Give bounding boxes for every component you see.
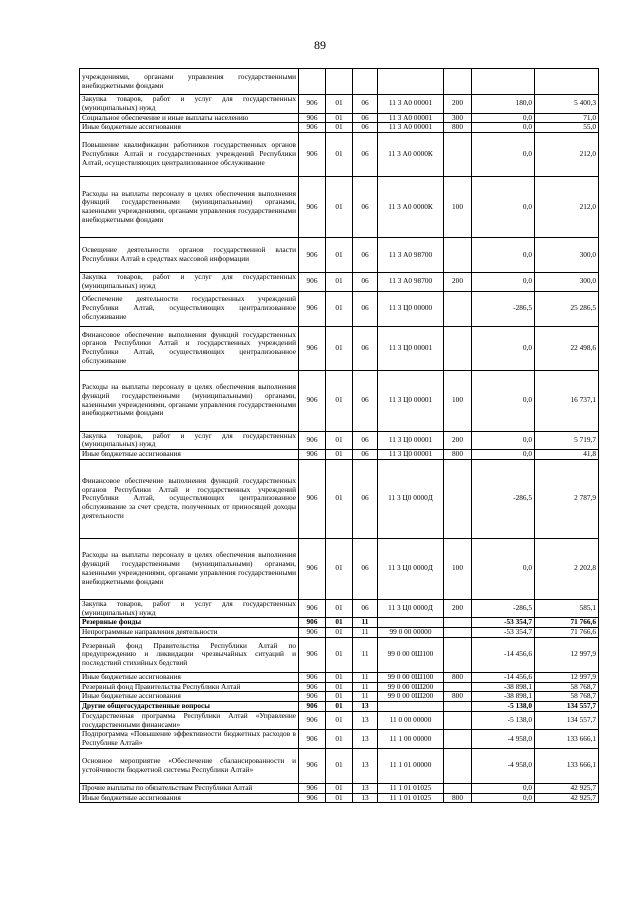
table-cell-admin-code: 906	[299, 273, 326, 292]
table-cell-admin-code: 906	[299, 672, 326, 682]
table-cell-description: Резервные фонды	[80, 618, 299, 628]
table-cell-total-amount: 133 666,1	[535, 730, 599, 749]
table-cell-total-amount: 22 498,6	[535, 326, 599, 370]
table-cell-description: Иные бюджетные ассигнования	[80, 450, 299, 460]
table-cell-description: Расходы на выплаты персоналу в целях обеспечения выполнения функций государственными (муниципальными) органами, казенными учреждениями, органами управления государственными внебюджетными фондами	[80, 538, 299, 599]
table-cell-expense-type	[444, 711, 472, 730]
table-cell-target-article: 99 0 00 0Ш200	[378, 692, 444, 702]
table-cell-description: Резервный фонд Правительства Республики Алтай	[80, 682, 299, 692]
table-cell-subsection: 13	[353, 748, 378, 783]
table-cell-subsection: 06	[353, 291, 378, 326]
table-cell-total-amount: 5 719,7	[535, 431, 599, 450]
table-cell-section: 01	[326, 326, 353, 370]
table-cell-change-amount: 180,0	[472, 95, 535, 114]
table-cell-description: Освещение деятельности органов государственной власти Республики Алтай в средствах массовой информации	[80, 238, 299, 273]
table-cell-target-article: 11 3 А0 98700	[378, 273, 444, 292]
table-cell-admin-code: 906	[299, 370, 326, 431]
table-cell-admin-code: 906	[299, 702, 326, 712]
table-cell-subsection: 06	[353, 113, 378, 123]
table-cell-target-article: 11 3 Ц0 0000Д	[378, 459, 444, 538]
table-cell-description: учреждениями, органами управления государственными внебюджетными фондами	[80, 69, 299, 95]
table-cell-change-amount: -53 354,7	[472, 628, 535, 638]
table-cell-admin-code: 906	[299, 113, 326, 123]
table-cell-subsection: 06	[353, 599, 378, 618]
table-cell-subsection: 11	[353, 618, 378, 628]
table-cell-subsection: 06	[353, 177, 378, 238]
table-cell-target-article	[378, 618, 444, 628]
table-cell-expense-type: 100	[444, 538, 472, 599]
table-cell-description: Социальное обеспечение и иные выплаты населению	[80, 113, 299, 123]
table-cell-subsection: 13	[353, 702, 378, 712]
table-cell-admin-code: 906	[299, 431, 326, 450]
table-cell-section: 01	[326, 113, 353, 123]
table-cell-subsection: 06	[353, 326, 378, 370]
table-cell-section: 01	[326, 730, 353, 749]
table-cell-admin-code: 906	[299, 459, 326, 538]
table-cell-target-article: 11 3 А0 00001	[378, 123, 444, 133]
table-row	[80, 748, 599, 783]
table-cell-total-amount: 12 997,9	[535, 672, 599, 682]
table-cell-change-amount: 0,0	[472, 238, 535, 273]
table-cell-admin-code: 906	[299, 450, 326, 460]
table-cell-change-amount: -286,5	[472, 599, 535, 618]
table-row	[80, 730, 599, 749]
table-row	[80, 628, 599, 638]
table-row	[80, 459, 599, 538]
table-cell-change-amount: -14 456,6	[472, 672, 535, 682]
table-cell-description: Непрограммные направления деятельности	[80, 628, 299, 638]
table-cell-admin-code: 906	[299, 238, 326, 273]
table-cell-target-article	[378, 702, 444, 712]
table-row	[80, 672, 599, 682]
table-cell-target-article	[378, 69, 444, 95]
table-cell-change-amount: -286,5	[472, 459, 535, 538]
table-cell-expense-type: 800	[444, 692, 472, 702]
table-cell-description: Прочие выплаты по обязательствам Республики Алтай	[80, 783, 299, 793]
table-cell-section: 01	[326, 95, 353, 114]
table-cell-target-article: 11 1 00 00000	[378, 730, 444, 749]
table-cell-description: Иные бюджетные ассигнования	[80, 123, 299, 133]
table-cell-description: Иные бюджетные ассигнования	[80, 692, 299, 702]
table-cell-change-amount: 0,0	[472, 450, 535, 460]
table-cell-expense-type: 200	[444, 599, 472, 618]
table-cell-section: 01	[326, 459, 353, 538]
table-cell-total-amount: 300,0	[535, 238, 599, 273]
table-cell-expense-type	[444, 730, 472, 749]
table-cell-subsection: 13	[353, 730, 378, 749]
table-cell-change-amount: -4 958,0	[472, 730, 535, 749]
table-cell-change-amount: 0,0	[472, 783, 535, 793]
table-cell-section: 01	[326, 450, 353, 460]
table-cell-subsection: 13	[353, 793, 378, 803]
table-cell-target-article: 11 3 А0 98700	[378, 238, 444, 273]
table-cell-section: 01	[326, 177, 353, 238]
table-cell-description: Повышение квалификации работников государственных органов Республики Алтай и государственных учреждений Республики Алтай, осуществляющих централизованное обслуживание	[80, 133, 299, 177]
table-cell-change-amount: 0,0	[472, 273, 535, 292]
table-cell-target-article: 11 3 А0 00001	[378, 95, 444, 114]
table-cell-total-amount: 2 787,9	[535, 459, 599, 538]
table-cell-target-article: 11 3 Ц0 00001	[378, 431, 444, 450]
table-cell-change-amount: 0,0	[472, 326, 535, 370]
table-cell-target-article: 11 3 Ц0 00001	[378, 326, 444, 370]
table-cell-description: Резервный фонд Правительства Республики Алтай по предупреждению и ликвидации чрезвычайных ситуаций и последствий стихийных бедствий	[80, 637, 299, 672]
table-cell-change-amount: -5 138,0	[472, 702, 535, 712]
table-cell-section: 01	[326, 793, 353, 803]
table-cell-expense-type: 800	[444, 672, 472, 682]
table-cell-admin-code: 906	[299, 730, 326, 749]
table-cell-total-amount: 41,8	[535, 450, 599, 460]
table-cell-admin-code: 906	[299, 618, 326, 628]
table-cell-description: Обеспечение деятельности государственных учреждений Республики Алтай, осуществляющих централизованное обслуживание	[80, 291, 299, 326]
table-cell-total-amount: 2 202,8	[535, 538, 599, 599]
table-cell-total-amount: 42 925,7	[535, 793, 599, 803]
table-row	[80, 238, 599, 273]
table-cell-change-amount: 0,0	[472, 538, 535, 599]
table-cell-total-amount: 134 557,7	[535, 702, 599, 712]
table-cell-subsection: 11	[353, 637, 378, 672]
table-cell-expense-type	[444, 702, 472, 712]
table-row	[80, 702, 599, 712]
table-cell-expense-type	[444, 326, 472, 370]
table-row	[80, 682, 599, 692]
table-row	[80, 637, 599, 672]
table-cell-total-amount: 58 768,7	[535, 692, 599, 702]
table-cell-target-article: 99 0 00 0Ш200	[378, 682, 444, 692]
table-cell-admin-code	[299, 69, 326, 95]
table-cell-total-amount: 133 666,1	[535, 748, 599, 783]
table-row	[80, 133, 599, 177]
table-cell-subsection: 06	[353, 273, 378, 292]
table-cell-total-amount: 58 768,7	[535, 682, 599, 692]
table-cell-section: 01	[326, 628, 353, 638]
table-cell-target-article: 11 3 Ц0 0000Д	[378, 538, 444, 599]
table-cell-subsection: 06	[353, 238, 378, 273]
table-cell-change-amount: 0,0	[472, 370, 535, 431]
table-cell-change-amount: 0,0	[472, 793, 535, 803]
table-cell-expense-type	[444, 682, 472, 692]
table-cell-subsection: 06	[353, 95, 378, 114]
table-cell-section	[326, 69, 353, 95]
table-cell-description: Финансовое обеспечение выполнения функций государственных органов Республики Алтай и государственных учреждений Республики Алтай, осуществляющих централизованное обслуживание за счет средств, полученных от приносящей доходы деятельности	[80, 459, 299, 538]
table-cell-admin-code: 906	[299, 682, 326, 692]
table-cell-expense-type: 200	[444, 95, 472, 114]
table-row	[80, 113, 599, 123]
table-cell-expense-type: 800	[444, 450, 472, 460]
table-cell-expense-type: 300	[444, 113, 472, 123]
table-cell-total-amount: 300,0	[535, 273, 599, 292]
table-cell-expense-type: 100	[444, 370, 472, 431]
table-cell-expense-type	[444, 69, 472, 95]
table-row	[80, 69, 599, 95]
table-cell-change-amount: 0,0	[472, 113, 535, 123]
table-cell-change-amount: 0,0	[472, 123, 535, 133]
table-row	[80, 273, 599, 292]
table-cell-total-amount: 585,1	[535, 599, 599, 618]
table-cell-description: Иные бюджетные ассигнования	[80, 672, 299, 682]
table-cell-change-amount: -286,5	[472, 291, 535, 326]
table-cell-total-amount: 12 997,9	[535, 637, 599, 672]
table-cell-section: 01	[326, 711, 353, 730]
table-cell-subsection: 13	[353, 783, 378, 793]
table-cell-expense-type: 200	[444, 273, 472, 292]
table-cell-section: 01	[326, 273, 353, 292]
table-cell-expense-type	[444, 291, 472, 326]
table-cell-total-amount: 16 737,1	[535, 370, 599, 431]
table-cell-total-amount: 212,0	[535, 177, 599, 238]
table-cell-target-article: 11 3 А0 00001	[378, 113, 444, 123]
table-cell-expense-type	[444, 133, 472, 177]
table-cell-total-amount: 134 557,7	[535, 711, 599, 730]
table-row	[80, 431, 599, 450]
table-cell-change-amount: -53 354,7	[472, 618, 535, 628]
table-row	[80, 538, 599, 599]
table-cell-subsection: 13	[353, 711, 378, 730]
table-cell-expense-type	[444, 637, 472, 672]
table-row	[80, 326, 599, 370]
table-cell-admin-code: 906	[299, 628, 326, 638]
table-cell-admin-code: 906	[299, 783, 326, 793]
table-cell-admin-code: 906	[299, 326, 326, 370]
table-cell-total-amount	[535, 69, 599, 95]
table-cell-admin-code: 906	[299, 538, 326, 599]
table-cell-admin-code: 906	[299, 133, 326, 177]
table-cell-subsection	[353, 69, 378, 95]
table-cell-admin-code: 906	[299, 711, 326, 730]
table-cell-expense-type: 800	[444, 793, 472, 803]
table-cell-subsection: 06	[353, 133, 378, 177]
table-cell-change-amount: 0,0	[472, 133, 535, 177]
table-cell-total-amount: 55,0	[535, 123, 599, 133]
table-cell-description: Подпрограмма «Повышение эффективности бюджетных расходов в Республике Алтай»	[80, 730, 299, 749]
table-row	[80, 450, 599, 460]
table-cell-section: 01	[326, 637, 353, 672]
table-cell-description: Финансовое обеспечение выполнения функций государственных органов Республики Алтай и государственных учреждений Республики Алтай, осуществляющих централизованное обслуживание	[80, 326, 299, 370]
table-cell-section: 01	[326, 618, 353, 628]
table-cell-admin-code: 906	[299, 291, 326, 326]
table-cell-section: 01	[326, 431, 353, 450]
table-cell-change-amount: 0,0	[472, 431, 535, 450]
table-row	[80, 123, 599, 133]
table-row	[80, 618, 599, 628]
table-cell-total-amount: 42 925,7	[535, 783, 599, 793]
table-cell-section: 01	[326, 123, 353, 133]
table-cell-section: 01	[326, 748, 353, 783]
table-cell-section: 01	[326, 692, 353, 702]
table-cell-target-article: 99 0 00 00000	[378, 628, 444, 638]
table-cell-description: Основное мероприятие «Обеспечение сбалансированности и устойчивости бюджетной системы Республики Алтай»	[80, 748, 299, 783]
page-number: 89	[314, 38, 326, 52]
table-cell-target-article: 11 1 01 00000	[378, 748, 444, 783]
table-cell-subsection: 06	[353, 459, 378, 538]
table-cell-description: Закупка товаров, работ и услуг для государственных (муниципальных) нужд	[80, 273, 299, 292]
table-cell-expense-type: 100	[444, 177, 472, 238]
table-cell-total-amount: 25 286,5	[535, 291, 599, 326]
table-cell-target-article: 99 0 00 0Ш100	[378, 672, 444, 682]
table-cell-change-amount: -38 898,1	[472, 692, 535, 702]
table-cell-description: Расходы на выплаты персоналу в целях обеспечения выполнения функций государственными (муниципальными) органами, казенными учреждениями, органами управления государственными внебюджетными фондами	[80, 370, 299, 431]
table-cell-section: 01	[326, 238, 353, 273]
table-row	[80, 95, 599, 114]
table-cell-expense-type: 200	[444, 431, 472, 450]
table-row	[80, 692, 599, 702]
table-cell-admin-code: 906	[299, 793, 326, 803]
table-row	[80, 370, 599, 431]
table-cell-section: 01	[326, 599, 353, 618]
table-cell-admin-code: 906	[299, 95, 326, 114]
table-cell-subsection: 06	[353, 370, 378, 431]
table-cell-total-amount: 212,0	[535, 133, 599, 177]
table-cell-description: Закупка товаров, работ и услуг для государственных (муниципальных) нужд	[80, 431, 299, 450]
table-cell-expense-type: 800	[444, 123, 472, 133]
table-cell-section: 01	[326, 672, 353, 682]
table-row	[80, 711, 599, 730]
table-cell-target-article: 11 3 Ц0 00001	[378, 450, 444, 460]
table-cell-section: 01	[326, 538, 353, 599]
table-cell-description: Закупка товаров, работ и услуг для государственных (муниципальных) нужд	[80, 599, 299, 618]
table-cell-description: Расходы на выплаты персоналу в целях обеспечения выполнения функций государственными (муниципальными) органами, казенными учреждениями, органами управления государственными внебюджетными фондами	[80, 177, 299, 238]
table-cell-target-article: 99 0 00 0Ш100	[378, 637, 444, 672]
table-cell-total-amount: 71,0	[535, 113, 599, 123]
table-cell-subsection: 11	[353, 682, 378, 692]
table-cell-section: 01	[326, 370, 353, 431]
table-cell-section: 01	[326, 783, 353, 793]
table-cell-subsection: 11	[353, 628, 378, 638]
table-cell-subsection: 06	[353, 538, 378, 599]
table-cell-admin-code: 906	[299, 177, 326, 238]
table-cell-target-article: 11 3 Ц0 00001	[378, 370, 444, 431]
table-cell-subsection: 11	[353, 692, 378, 702]
table-cell-expense-type	[444, 748, 472, 783]
table-row	[80, 599, 599, 618]
table-cell-change-amount	[472, 69, 535, 95]
table-cell-subsection: 06	[353, 431, 378, 450]
table-cell-subsection: 06	[353, 123, 378, 133]
table-cell-section: 01	[326, 702, 353, 712]
table-row	[80, 783, 599, 793]
table-cell-description: Закупка товаров, работ и услуг для государственных (муниципальных) нужд	[80, 95, 299, 114]
table-cell-target-article: 11 3 А0 0000К	[378, 177, 444, 238]
table-cell-change-amount: -5 138,0	[472, 711, 535, 730]
table-cell-subsection: 06	[353, 450, 378, 460]
table-cell-section: 01	[326, 291, 353, 326]
table-cell-change-amount: -38 898,1	[472, 682, 535, 692]
table-cell-target-article: 11 0 00 00000	[378, 711, 444, 730]
table-cell-admin-code: 906	[299, 692, 326, 702]
table-cell-target-article: 11 1 01 01025	[378, 783, 444, 793]
table-cell-target-article: 11 1 01 01025	[378, 793, 444, 803]
table-cell-admin-code: 906	[299, 637, 326, 672]
budget-table	[79, 68, 599, 803]
table-cell-expense-type	[444, 238, 472, 273]
table-cell-target-article: 11 3 Ц0 00000	[378, 291, 444, 326]
table-cell-subsection: 11	[353, 672, 378, 682]
table-cell-total-amount: 71 766,6	[535, 628, 599, 638]
table-cell-expense-type	[444, 628, 472, 638]
table-cell-admin-code: 906	[299, 599, 326, 618]
table-row	[80, 177, 599, 238]
table-cell-admin-code: 906	[299, 748, 326, 783]
table-cell-change-amount: -4 958,0	[472, 748, 535, 783]
table-cell-total-amount: 5 400,3	[535, 95, 599, 114]
table-cell-description: Другие общегосударственные вопросы	[80, 702, 299, 712]
table-row	[80, 291, 599, 326]
table-row	[80, 793, 599, 803]
table-cell-expense-type	[444, 459, 472, 538]
table-cell-section: 01	[326, 133, 353, 177]
table-cell-expense-type	[444, 618, 472, 628]
table-cell-expense-type	[444, 783, 472, 793]
table-cell-change-amount: 0,0	[472, 177, 535, 238]
table-cell-section: 01	[326, 682, 353, 692]
table-cell-target-article: 11 3 А0 0000К	[378, 133, 444, 177]
table-cell-description: Иные бюджетные ассигнования	[80, 793, 299, 803]
table-cell-description: Государственная программа Республики Алтай «Управление государственными финансами»	[80, 711, 299, 730]
table-cell-total-amount: 71 766,6	[535, 618, 599, 628]
table-cell-change-amount: -14 456,6	[472, 637, 535, 672]
table-cell-admin-code: 906	[299, 123, 326, 133]
table-cell-target-article: 11 3 Ц0 0000Д	[378, 599, 444, 618]
